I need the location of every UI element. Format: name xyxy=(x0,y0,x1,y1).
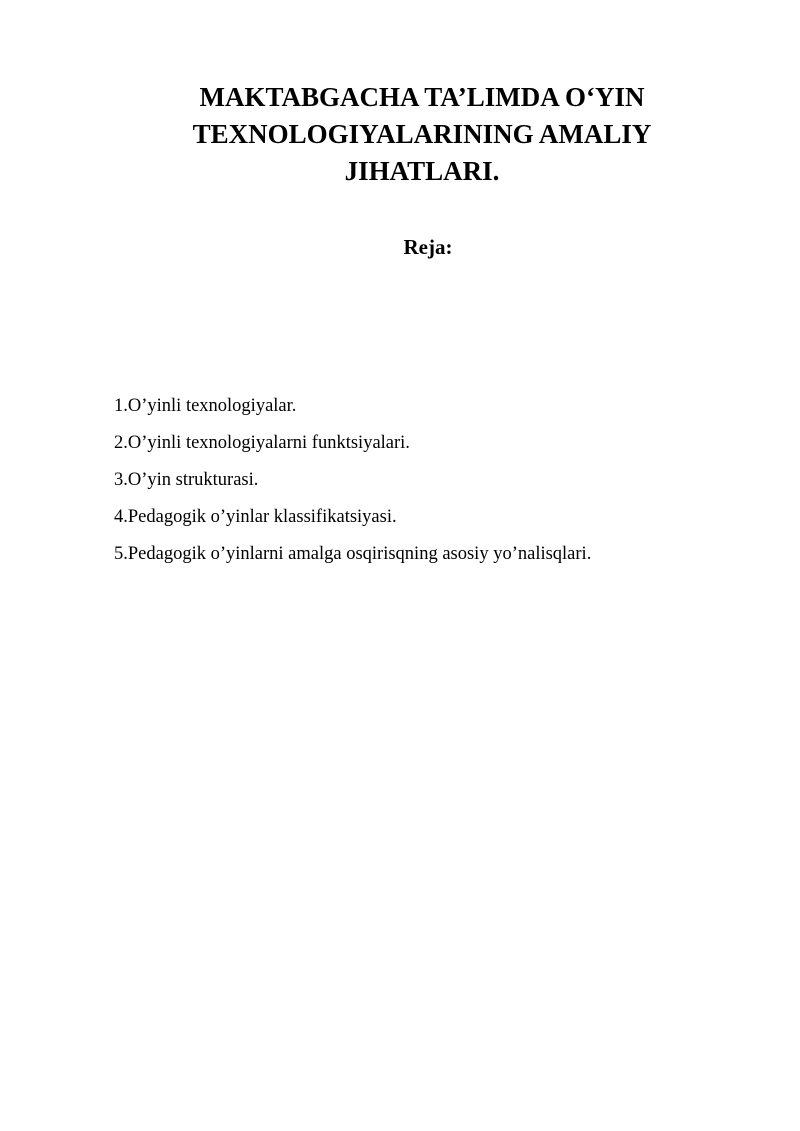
plan-item-4: 4.Pedagogik o’yinlar klassifikatsiyasi. xyxy=(114,507,397,527)
title-line-1: MAKTABGACHA TA’LIMDA O‘YIN xyxy=(199,82,645,112)
title-line-2: TEXNOLOGIYALARINING AMALIY xyxy=(192,119,652,149)
plan-list xyxy=(114,388,591,573)
document-title xyxy=(140,79,704,190)
plan-item-5: 5.Pedagogik o’yinlarni amalga osqirisqning asosiy yo’nalisqlari. xyxy=(114,544,592,564)
plan-item-3: 3.O’yin strukturasi. xyxy=(114,470,259,490)
plan-item-1: 1.O’yinli texnologiyalar. xyxy=(114,396,297,416)
title-line-3: JIHATLARI. xyxy=(344,156,500,186)
plan-item-2: 2.O’yinli texnologiyalarni funktsiyalari. xyxy=(114,433,410,453)
plan-heading: Reja: xyxy=(403,235,453,259)
